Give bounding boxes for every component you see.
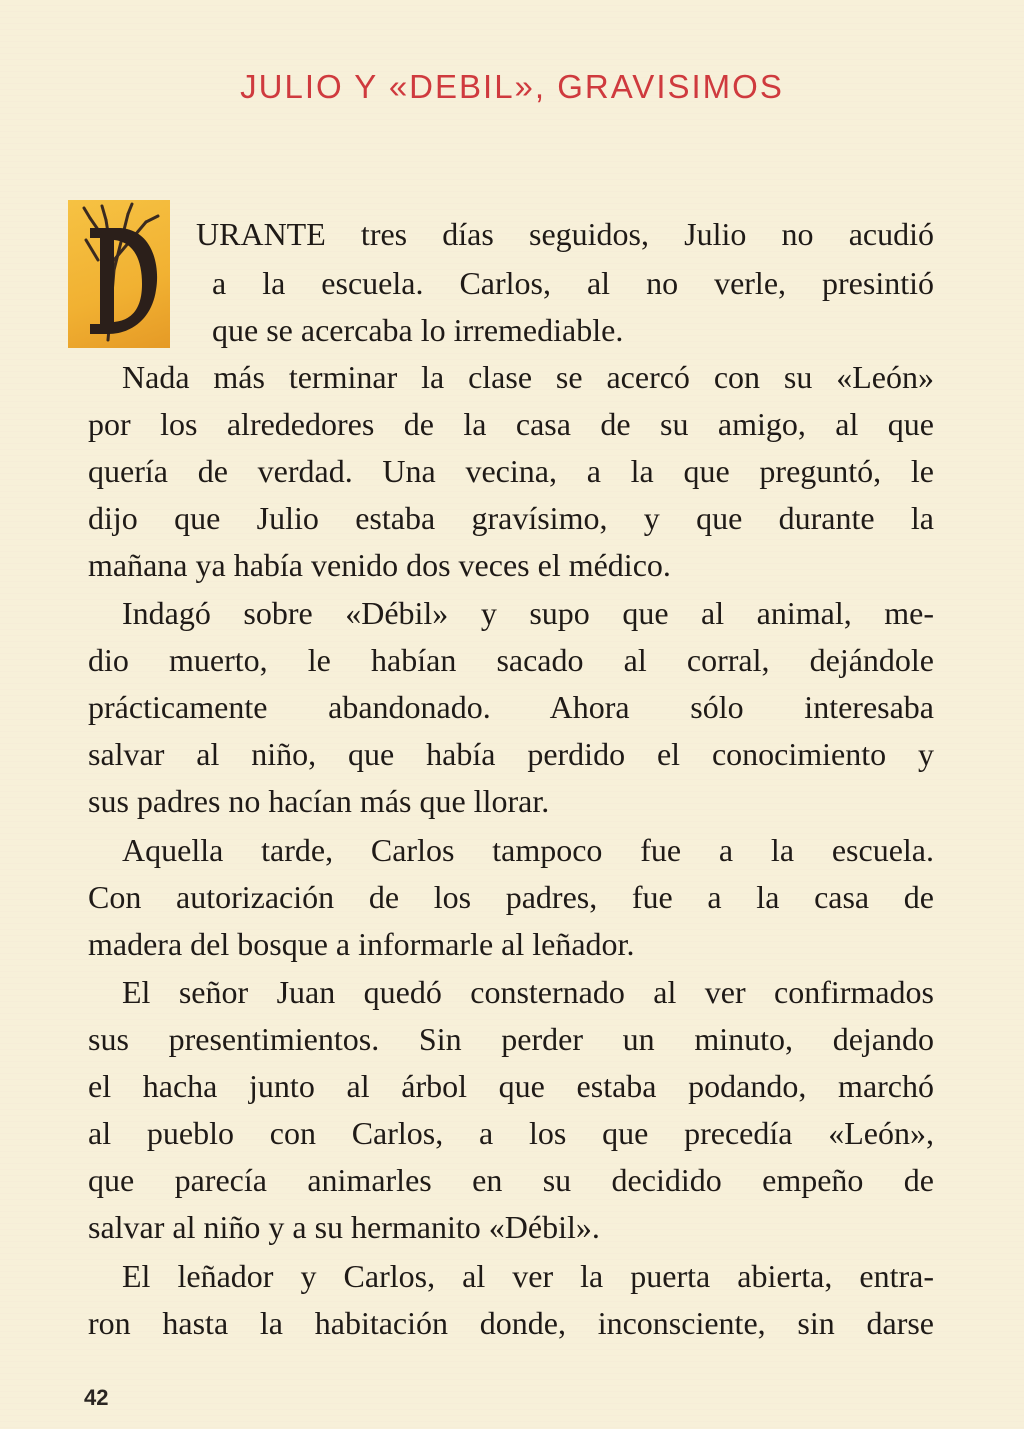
page-number: 42 — [84, 1385, 109, 1410]
text-line: El leñador y Carlos, al ver la puerta abierta, entra- — [122, 1258, 934, 1294]
text-line: que se acercaba lo irremediable. — [212, 312, 624, 348]
text-line: sus presentimientos. Sin perder un minuto, dejando — [88, 1021, 934, 1057]
text-line: El señor Juan quedó consternado al ver confirmados — [122, 974, 934, 1010]
text-line: dijo que Julio estaba gravísimo, y que durante la — [88, 500, 934, 536]
drop-cap-initial — [68, 200, 170, 348]
text-line: a la escuela. Carlos, al no verle, presintió — [212, 265, 934, 301]
text-line: Nada más terminar la clase se acercó con su «León» — [122, 359, 934, 395]
drop-cap-D-icon — [68, 200, 170, 348]
text-line: mañana ya había venido dos veces el médico. — [88, 547, 671, 583]
text-line: al pueblo con Carlos, a los que precedía «León», — [88, 1115, 934, 1151]
text-line: madera del bosque a informarle al leñador. — [88, 926, 635, 962]
text-line: Aquella tarde, Carlos tampoco fue a la escuela. — [122, 832, 934, 868]
text-line: por los alrededores de la casa de su amigo, al que — [88, 406, 934, 442]
text-line: salvar al niño y a su hermanito «Débil». — [88, 1209, 600, 1245]
text-line: Con autorización de los padres, fue a la casa de — [88, 879, 934, 915]
text-line: Indagó sobre «Débil» y supo que al animal, me- — [122, 595, 934, 631]
text-line: sus padres no hacían más que llorar. — [88, 783, 550, 819]
text-line: quería de verdad. Una vecina, a la que preguntó, le — [88, 453, 934, 489]
text-line: ron hasta la habitación donde, inconsciente, sin darse — [88, 1305, 934, 1341]
text-line: que parecía animarles en su decidido empeño de — [88, 1162, 934, 1198]
text-line: salvar al niño, que había perdido el conocimiento y — [88, 736, 934, 772]
text-line: dio muerto, le habían sacado al corral, dejándole — [88, 642, 934, 678]
text-line: URANTE tres días seguidos, Julio no acudió — [196, 216, 934, 252]
text-line: prácticamente abandonado. Ahora sólo interesaba — [88, 689, 934, 725]
chapter-title: JULIO Y «DEBIL», GRAVISIMOS — [240, 68, 784, 105]
text-line: el hacha junto al árbol que estaba podando, marchó — [88, 1068, 934, 1104]
